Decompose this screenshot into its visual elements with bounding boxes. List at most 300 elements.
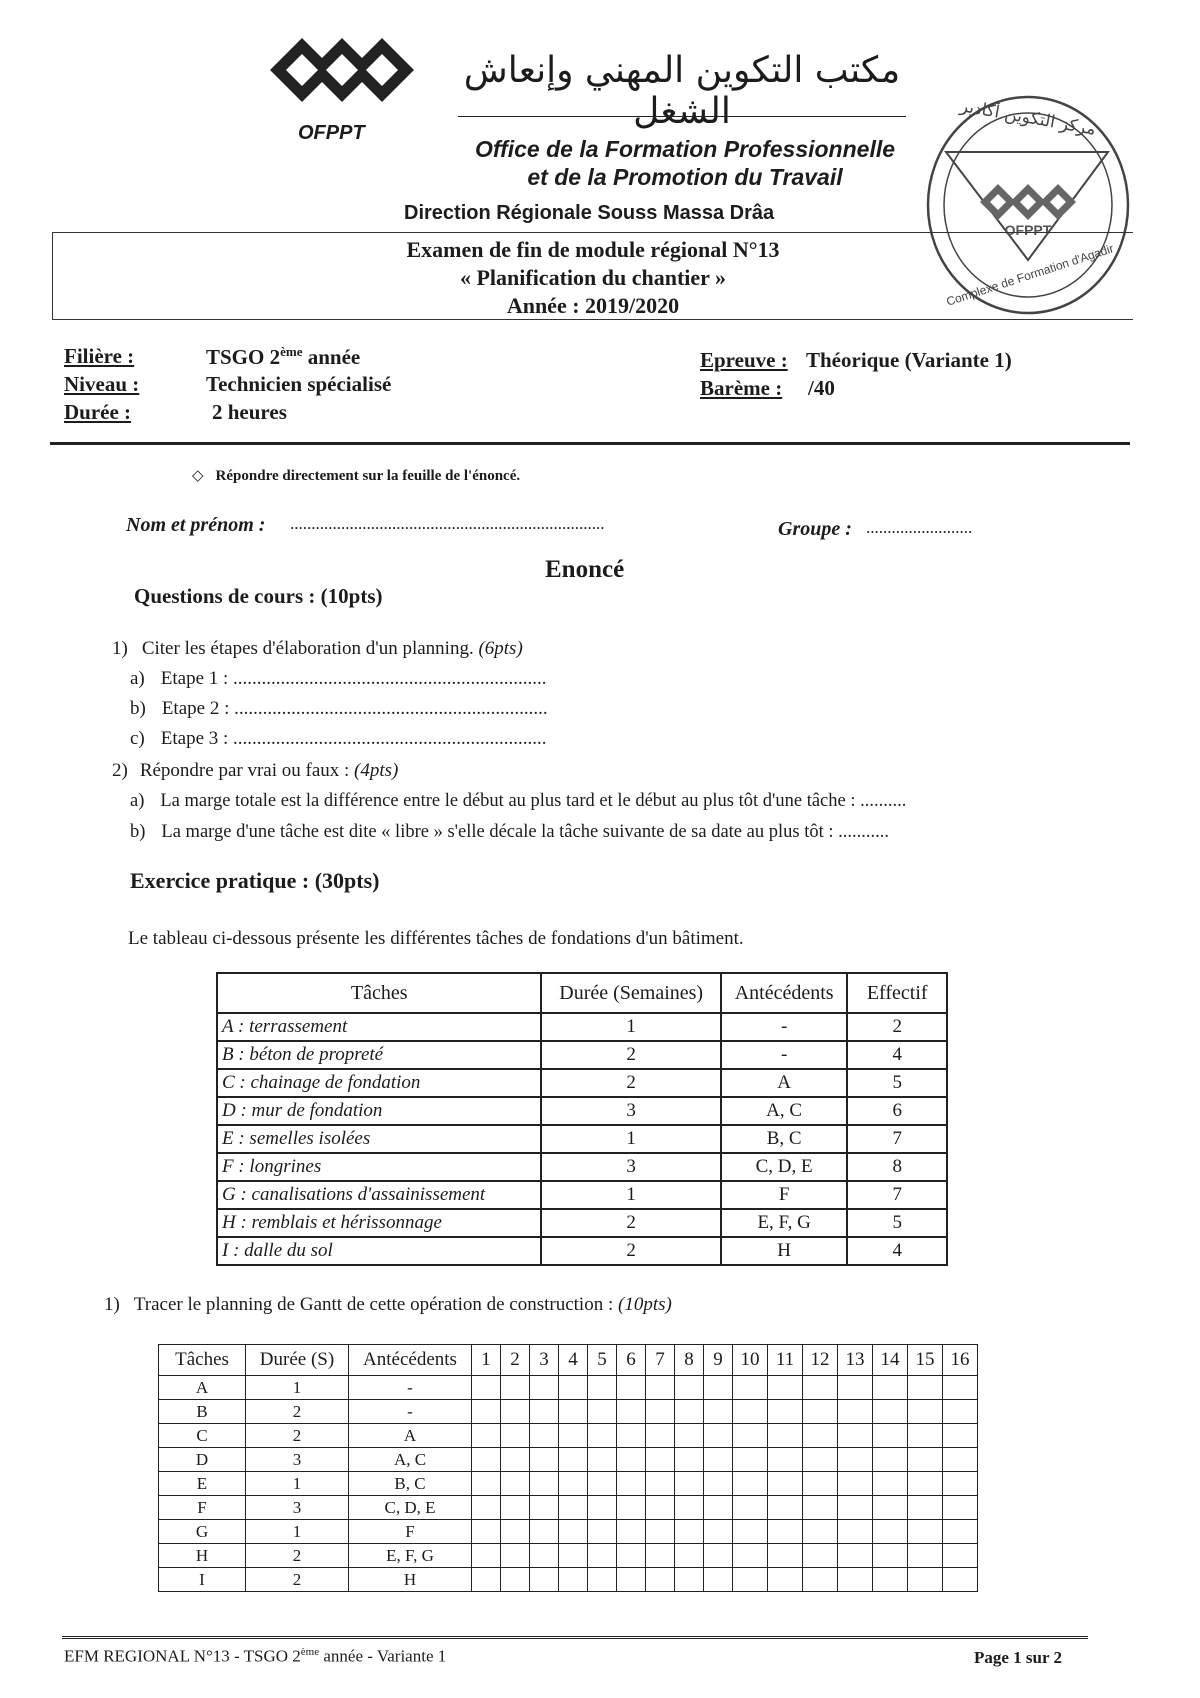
- gantt-week-cell[interactable]: [803, 1448, 838, 1472]
- gantt-week-cell[interactable]: [646, 1400, 675, 1424]
- gantt-week-cell[interactable]: [559, 1520, 588, 1544]
- gantt-week-cell[interactable]: [704, 1448, 733, 1472]
- gantt-week-cell[interactable]: [617, 1376, 646, 1400]
- etape-text: Etape 1 : ..................................................................: [160, 668, 547, 689]
- gantt-week-cell[interactable]: [803, 1520, 838, 1544]
- gantt-week-cell[interactable]: [530, 1568, 559, 1592]
- gantt-week-cell[interactable]: [472, 1568, 501, 1592]
- gantt-week-cell[interactable]: [733, 1568, 768, 1592]
- q2-text: Répondre par vrai ou faux :: [139, 760, 350, 781]
- gantt-week-cell[interactable]: [646, 1448, 675, 1472]
- gantt-week-cell[interactable]: [588, 1424, 617, 1448]
- gantt-week-cell[interactable]: [733, 1472, 768, 1496]
- gantt-week-cell[interactable]: [472, 1496, 501, 1520]
- table-row: [217, 1181, 947, 1209]
- gantt-antecedent-cell: -: [349, 1376, 472, 1400]
- gantt-week-cell[interactable]: [588, 1544, 617, 1568]
- gantt-week-cell[interactable]: [733, 1400, 768, 1424]
- gantt-task-cell: I: [159, 1568, 246, 1592]
- effectif-cell: 7: [847, 1181, 947, 1209]
- gantt-week-cell[interactable]: [559, 1376, 588, 1400]
- gantt-week-cell[interactable]: [873, 1472, 908, 1496]
- week-header: 11: [768, 1345, 803, 1376]
- etape-line[interactable]: [130, 698, 548, 720]
- gantt-week-cell[interactable]: [675, 1400, 704, 1424]
- vf-text: La marge totale est la différence entre le début au plus tard et le début au plus tôt d'une tâche : ..........: [160, 791, 907, 811]
- direction: Direction Régionale Souss Massa Drâa: [404, 202, 775, 224]
- week-header: 6: [617, 1345, 646, 1376]
- gantt-week-cell[interactable]: [559, 1496, 588, 1520]
- header-antecedents: Antécédents: [721, 973, 848, 1013]
- gantt-week-cell[interactable]: [873, 1448, 908, 1472]
- gantt-week-cell[interactable]: [838, 1496, 873, 1520]
- exam-line2: « Planification du chantier »: [459, 265, 727, 290]
- gantt-week-cell[interactable]: [588, 1520, 617, 1544]
- exam-line3: Année : 2019/2020: [506, 293, 680, 318]
- nom-label: Nom et prénom :: [126, 514, 266, 536]
- footer-page: Page 1 sur 2: [974, 1648, 1062, 1667]
- gantt-week-cell[interactable]: [838, 1568, 873, 1592]
- etape-line[interactable]: [130, 728, 547, 750]
- gantt-week-cell[interactable]: [704, 1472, 733, 1496]
- gantt-week-cell[interactable]: [675, 1496, 704, 1520]
- footer-left-main: EFM REGIONAL N°13 - TSGO 2: [64, 1646, 301, 1666]
- gantt-week-cell[interactable]: [803, 1544, 838, 1568]
- gantt-q-text: Tracer le planning de Gantt de cette opération de construction :: [133, 1294, 614, 1315]
- gantt-row: [159, 1544, 978, 1568]
- gantt-week-cell[interactable]: [943, 1448, 978, 1472]
- filiere-suffix: année: [302, 345, 361, 369]
- gantt-row: [159, 1520, 978, 1544]
- intro-text: Le tableau ci-dessous présente les différentes tâches de fondations d'un bâtiment.: [128, 928, 744, 949]
- gantt-table: [158, 1344, 978, 1592]
- gantt-week-cell[interactable]: [646, 1376, 675, 1400]
- gantt-week-cell[interactable]: [617, 1568, 646, 1592]
- gantt-antecedent-cell: -: [349, 1400, 472, 1424]
- gantt-week-cell[interactable]: [704, 1496, 733, 1520]
- gantt-week-cell[interactable]: [472, 1376, 501, 1400]
- gantt-week-cell[interactable]: [873, 1520, 908, 1544]
- filiere-text: TSGO 2: [206, 345, 281, 369]
- gantt-antecedent-cell: E, F, G: [349, 1544, 472, 1568]
- gantt-week-cell[interactable]: [559, 1472, 588, 1496]
- bareme-label: Barème :: [700, 376, 783, 400]
- gantt-week-cell[interactable]: [704, 1544, 733, 1568]
- q1-num: 1): [112, 638, 128, 659]
- gantt-week-cell[interactable]: [559, 1424, 588, 1448]
- section2-title: Exercice pratique : (30pts): [130, 868, 380, 893]
- vf-text: La marge d'une tâche est dite « libre » s'elle décale la tâche suivante de sa date au plus tôt : ...........: [161, 822, 889, 842]
- week-header: 3: [530, 1345, 559, 1376]
- gantt-duration-cell: 3: [246, 1496, 349, 1520]
- gantt-week-cell[interactable]: [501, 1448, 530, 1472]
- arabic-title: مكتب التكوين المهني وإنعاش الشغل: [463, 50, 901, 132]
- gantt-week-cell[interactable]: [617, 1472, 646, 1496]
- gantt-week-cell[interactable]: [943, 1496, 978, 1520]
- gantt-week-cell[interactable]: [646, 1424, 675, 1448]
- gantt-week-cell[interactable]: [530, 1520, 559, 1544]
- gantt-week-cell[interactable]: [588, 1472, 617, 1496]
- gantt-week-cell[interactable]: [559, 1448, 588, 1472]
- gantt-week-cell[interactable]: [617, 1496, 646, 1520]
- gantt-week-cell[interactable]: [768, 1400, 803, 1424]
- gantt-week-cell[interactable]: [908, 1400, 943, 1424]
- gantt-week-cell[interactable]: [768, 1520, 803, 1544]
- gantt-week-cell[interactable]: [768, 1424, 803, 1448]
- gantt-task-cell: C: [159, 1424, 246, 1448]
- gantt-week-cell[interactable]: [873, 1496, 908, 1520]
- gantt-week-cell[interactable]: [733, 1448, 768, 1472]
- gantt-week-cell[interactable]: [873, 1544, 908, 1568]
- gantt-question: [104, 1294, 672, 1316]
- gantt-week-cell[interactable]: [873, 1376, 908, 1400]
- gantt-week-cell[interactable]: [646, 1520, 675, 1544]
- gantt-row: [159, 1424, 978, 1448]
- ofppt-logo: [262, 30, 422, 144]
- gantt-week-cell[interactable]: [501, 1568, 530, 1592]
- duration-cell: 3: [541, 1097, 720, 1125]
- gantt-week-cell[interactable]: [803, 1568, 838, 1592]
- gantt-week-cell[interactable]: [559, 1400, 588, 1424]
- gantt-week-cell[interactable]: [501, 1496, 530, 1520]
- duration-cell: 2: [541, 1237, 720, 1265]
- gantt-week-cell[interactable]: [733, 1376, 768, 1400]
- task-cell: H : remblais et hérissonnage: [217, 1209, 541, 1237]
- instruction-text: Répondre directement sur la feuille de l'énoncé.: [215, 468, 521, 484]
- gantt-week-cell[interactable]: [768, 1544, 803, 1568]
- gantt-week-cell[interactable]: [530, 1376, 559, 1400]
- task-cell: G : canalisations d'assainissement: [217, 1181, 541, 1209]
- table-row: [217, 1041, 947, 1069]
- gantt-week-cell[interactable]: [733, 1544, 768, 1568]
- etape-line[interactable]: [130, 668, 547, 690]
- effectif-cell: 2: [847, 1013, 947, 1041]
- antecedent-cell: H: [721, 1237, 848, 1265]
- gantt-week-cell[interactable]: [675, 1544, 704, 1568]
- antecedent-cell: F: [721, 1181, 848, 1209]
- q1-points: (6pts): [478, 638, 523, 659]
- week-header: 10: [733, 1345, 768, 1376]
- gantt-row: [159, 1448, 978, 1472]
- gantt-week-cell[interactable]: [803, 1424, 838, 1448]
- vf-letter: b): [130, 822, 146, 842]
- gantt-week-cell[interactable]: [617, 1424, 646, 1448]
- gantt-week-cell[interactable]: [588, 1448, 617, 1472]
- task-cell: E : semelles isolées: [217, 1125, 541, 1153]
- gantt-week-cell[interactable]: [733, 1520, 768, 1544]
- task-cell: A : terrassement: [217, 1013, 541, 1041]
- gantt-week-cell[interactable]: [873, 1400, 908, 1424]
- stamp-latin: Complexe de Formation d'Agadir: [944, 241, 1116, 309]
- gantt-week-cell[interactable]: [908, 1520, 943, 1544]
- antecedent-cell: C, D, E: [721, 1153, 848, 1181]
- epreuve-label: Epreuve :: [700, 348, 788, 372]
- week-header: 15: [908, 1345, 943, 1376]
- gantt-week-cell[interactable]: [943, 1424, 978, 1448]
- nom-field[interactable]: ..........................................................................: [290, 514, 605, 533]
- week-header: 8: [675, 1345, 704, 1376]
- vf-line[interactable]: [130, 791, 906, 812]
- gantt-week-cell[interactable]: [704, 1400, 733, 1424]
- gantt-week-cell[interactable]: [530, 1424, 559, 1448]
- table-row: [217, 1209, 947, 1237]
- week-header: 1: [472, 1345, 501, 1376]
- gantt-week-cell[interactable]: [501, 1544, 530, 1568]
- header-effectif: Effectif: [847, 973, 947, 1013]
- gantt-week-cell[interactable]: [838, 1400, 873, 1424]
- task-cell: B : béton de propreté: [217, 1041, 541, 1069]
- etape-letter: b): [130, 698, 146, 719]
- gantt-week-cell[interactable]: [943, 1568, 978, 1592]
- gantt-week-cell[interactable]: [588, 1496, 617, 1520]
- gantt-antecedent-cell: B, C: [349, 1472, 472, 1496]
- task-cell: I : dalle du sol: [217, 1237, 541, 1265]
- gantt-week-cell[interactable]: [675, 1520, 704, 1544]
- gantt-week-cell[interactable]: [588, 1568, 617, 1592]
- etape-letter: a): [130, 668, 145, 689]
- gantt-duration-cell: 2: [246, 1568, 349, 1592]
- gantt-header-duree: Durée (S): [246, 1345, 349, 1376]
- duration-cell: 2: [541, 1069, 720, 1097]
- gantt-task-cell: E: [159, 1472, 246, 1496]
- gantt-duration-cell: 3: [246, 1448, 349, 1472]
- logo-text: OFPPT: [298, 122, 365, 144]
- gantt-row: [159, 1400, 978, 1424]
- gantt-antecedent-cell: F: [349, 1520, 472, 1544]
- effectif-cell: 4: [847, 1237, 947, 1265]
- gantt-week-cell[interactable]: [559, 1568, 588, 1592]
- week-header: 13: [838, 1345, 873, 1376]
- footer-left: [64, 1646, 446, 1667]
- filiere-label: Filière :: [64, 344, 135, 368]
- gantt-week-cell[interactable]: [733, 1424, 768, 1448]
- tasks-table: [216, 972, 948, 1266]
- gantt-week-cell[interactable]: [530, 1496, 559, 1520]
- duration-cell: 1: [541, 1013, 720, 1041]
- gantt-week-cell[interactable]: [472, 1472, 501, 1496]
- gantt-week-cell[interactable]: [646, 1568, 675, 1592]
- gantt-week-cell[interactable]: [838, 1520, 873, 1544]
- gantt-week-cell[interactable]: [873, 1424, 908, 1448]
- gantt-task-cell: B: [159, 1400, 246, 1424]
- gantt-task-cell: H: [159, 1544, 246, 1568]
- duration-cell: 2: [541, 1041, 720, 1069]
- gantt-week-cell[interactable]: [472, 1400, 501, 1424]
- etape-text: Etape 3 : ..................................................................: [160, 728, 547, 749]
- gantt-week-cell[interactable]: [704, 1520, 733, 1544]
- exam-box: [52, 232, 1133, 320]
- table-row: [217, 1097, 947, 1125]
- gantt-week-cell[interactable]: [908, 1496, 943, 1520]
- gantt-week-cell[interactable]: [588, 1400, 617, 1424]
- gantt-week-cell[interactable]: [943, 1520, 978, 1544]
- effectif-cell: 4: [847, 1041, 947, 1069]
- gantt-week-cell[interactable]: [733, 1496, 768, 1520]
- groupe-field[interactable]: .........................: [866, 518, 973, 537]
- gantt-task-cell: A: [159, 1376, 246, 1400]
- gantt-week-cell[interactable]: [943, 1544, 978, 1568]
- table-row: [217, 1013, 947, 1041]
- gantt-week-cell[interactable]: [838, 1424, 873, 1448]
- week-header: 12: [803, 1345, 838, 1376]
- gantt-week-cell[interactable]: [472, 1424, 501, 1448]
- gantt-week-cell[interactable]: [559, 1544, 588, 1568]
- table-row: [217, 1153, 947, 1181]
- effectif-cell: 5: [847, 1209, 947, 1237]
- gantt-week-cell[interactable]: [704, 1424, 733, 1448]
- footer-left-suffix: année - Variante 1: [319, 1646, 447, 1666]
- gantt-week-cell[interactable]: [530, 1448, 559, 1472]
- task-cell: C : chainage de fondation: [217, 1069, 541, 1097]
- gantt-week-cell[interactable]: [588, 1376, 617, 1400]
- etape-text: Etape 2 : ..................................................................: [161, 698, 548, 719]
- antecedent-cell: E, F, G: [721, 1209, 848, 1237]
- niveau-label: Niveau :: [64, 372, 140, 396]
- vf-letter: a): [130, 791, 145, 811]
- antecedent-cell: A, C: [721, 1097, 848, 1125]
- gantt-week-cell[interactable]: [472, 1448, 501, 1472]
- filiere-sup: ème: [280, 344, 303, 359]
- gantt-week-cell[interactable]: [873, 1568, 908, 1592]
- gantt-week-cell[interactable]: [501, 1520, 530, 1544]
- gantt-antecedent-cell: A: [349, 1424, 472, 1448]
- gantt-antecedent-cell: A, C: [349, 1448, 472, 1472]
- task-cell: F : longrines: [217, 1153, 541, 1181]
- week-header: 2: [501, 1345, 530, 1376]
- gantt-duration-cell: 1: [246, 1520, 349, 1544]
- gantt-week-cell[interactable]: [943, 1472, 978, 1496]
- effectif-cell: 6: [847, 1097, 947, 1125]
- duree-label: Durée :: [64, 400, 132, 424]
- gantt-week-cell[interactable]: [803, 1472, 838, 1496]
- office-line2: et de la Promotion du Travail: [527, 164, 843, 190]
- ofppt-logo-icon: [262, 30, 422, 110]
- gantt-row: [159, 1496, 978, 1520]
- gantt-week-cell[interactable]: [908, 1544, 943, 1568]
- gantt-week-cell[interactable]: [768, 1376, 803, 1400]
- gantt-week-cell[interactable]: [838, 1376, 873, 1400]
- gantt-week-cell[interactable]: [943, 1400, 978, 1424]
- gantt-duration-cell: 2: [246, 1400, 349, 1424]
- gantt-week-cell[interactable]: [704, 1568, 733, 1592]
- gantt-week-cell[interactable]: [675, 1424, 704, 1448]
- epreuve-value: Théorique (Variante 1): [806, 348, 1012, 372]
- gantt-week-cell[interactable]: [646, 1544, 675, 1568]
- gantt-week-cell[interactable]: [617, 1448, 646, 1472]
- duration-cell: 1: [541, 1125, 720, 1153]
- gantt-antecedent-cell: H: [349, 1568, 472, 1592]
- antecedent-cell: -: [721, 1013, 848, 1041]
- gantt-header: [159, 1345, 978, 1376]
- gantt-week-cell[interactable]: [530, 1400, 559, 1424]
- gantt-week-cell[interactable]: [803, 1496, 838, 1520]
- gantt-week-cell[interactable]: [501, 1376, 530, 1400]
- gantt-week-cell[interactable]: [501, 1472, 530, 1496]
- duree-value: 2 heures: [212, 400, 287, 424]
- gantt-week-cell[interactable]: [768, 1448, 803, 1472]
- footer-rule: [62, 1636, 1088, 1639]
- gantt-week-cell[interactable]: [803, 1376, 838, 1400]
- etape-letter: c): [130, 728, 145, 749]
- effectif-cell: 5: [847, 1069, 947, 1097]
- diamond-bullet-icon: ◇: [192, 468, 204, 484]
- q2-num: 2): [112, 760, 128, 781]
- gantt-week-cell[interactable]: [675, 1376, 704, 1400]
- gantt-week-cell[interactable]: [803, 1400, 838, 1424]
- question-1: [112, 638, 523, 660]
- duration-cell: 2: [541, 1209, 720, 1237]
- q1-text: Citer les étapes d'élaboration d'un planning.: [141, 638, 474, 659]
- gantt-week-cell[interactable]: [675, 1448, 704, 1472]
- exam-line1: Examen de fin de module régional N°13: [406, 237, 780, 262]
- gantt-duration-cell: 1: [246, 1472, 349, 1496]
- gantt-row: [159, 1568, 978, 1592]
- arabic-underline: [458, 116, 906, 117]
- week-header: 9: [704, 1345, 733, 1376]
- gantt-week-cell[interactable]: [617, 1400, 646, 1424]
- gantt-row: [159, 1376, 978, 1400]
- gantt-week-cell[interactable]: [530, 1472, 559, 1496]
- week-header: 5: [588, 1345, 617, 1376]
- gantt-week-cell[interactable]: [908, 1448, 943, 1472]
- gantt-week-cell[interactable]: [768, 1496, 803, 1520]
- gantt-week-cell[interactable]: [838, 1472, 873, 1496]
- table-row: [217, 1237, 947, 1265]
- footer-left-sup: ème: [300, 1646, 320, 1658]
- gantt-week-cell[interactable]: [943, 1376, 978, 1400]
- question-2: [112, 760, 398, 782]
- gantt-week-cell[interactable]: [472, 1520, 501, 1544]
- gantt-week-cell[interactable]: [501, 1400, 530, 1424]
- gantt-week-cell[interactable]: [472, 1544, 501, 1568]
- stamp-arabic: مركز التكوين أكادير: [958, 96, 1098, 140]
- gantt-week-cell[interactable]: [675, 1472, 704, 1496]
- gantt-week-cell[interactable]: [646, 1472, 675, 1496]
- filiere-value: [206, 344, 360, 370]
- gantt-week-cell[interactable]: [675, 1568, 704, 1592]
- gantt-header-taches: Tâches: [159, 1345, 246, 1376]
- gantt-q-num: 1): [104, 1294, 120, 1315]
- gantt-week-cell[interactable]: [908, 1376, 943, 1400]
- antecedent-cell: A: [721, 1069, 848, 1097]
- gantt-week-cell[interactable]: [501, 1424, 530, 1448]
- gantt-week-cell[interactable]: [530, 1544, 559, 1568]
- gantt-week-cell[interactable]: [646, 1496, 675, 1520]
- gantt-task-cell: F: [159, 1496, 246, 1520]
- gantt-duration-cell: 2: [246, 1424, 349, 1448]
- gantt-week-cell[interactable]: [908, 1568, 943, 1592]
- gantt-week-cell[interactable]: [908, 1472, 943, 1496]
- gantt-week-cell[interactable]: [768, 1568, 803, 1592]
- section1-title: Questions de cours : (10pts): [134, 584, 383, 608]
- week-header: 7: [646, 1345, 675, 1376]
- gantt-week-cell[interactable]: [617, 1520, 646, 1544]
- week-header: 4: [559, 1345, 588, 1376]
- gantt-week-cell[interactable]: [768, 1472, 803, 1496]
- week-header: 16: [943, 1345, 978, 1376]
- vf-line[interactable]: [130, 822, 889, 843]
- info-divider: [50, 442, 1130, 445]
- antecedent-cell: -: [721, 1041, 848, 1069]
- gantt-week-cell[interactable]: [617, 1544, 646, 1568]
- gantt-week-cell[interactable]: [704, 1376, 733, 1400]
- gantt-week-cell[interactable]: [838, 1448, 873, 1472]
- duration-cell: 1: [541, 1181, 720, 1209]
- gantt-header-antecedents: Antécédents: [349, 1345, 472, 1376]
- gantt-week-cell[interactable]: [908, 1424, 943, 1448]
- gantt-week-cell[interactable]: [838, 1544, 873, 1568]
- duration-cell: 3: [541, 1153, 720, 1181]
